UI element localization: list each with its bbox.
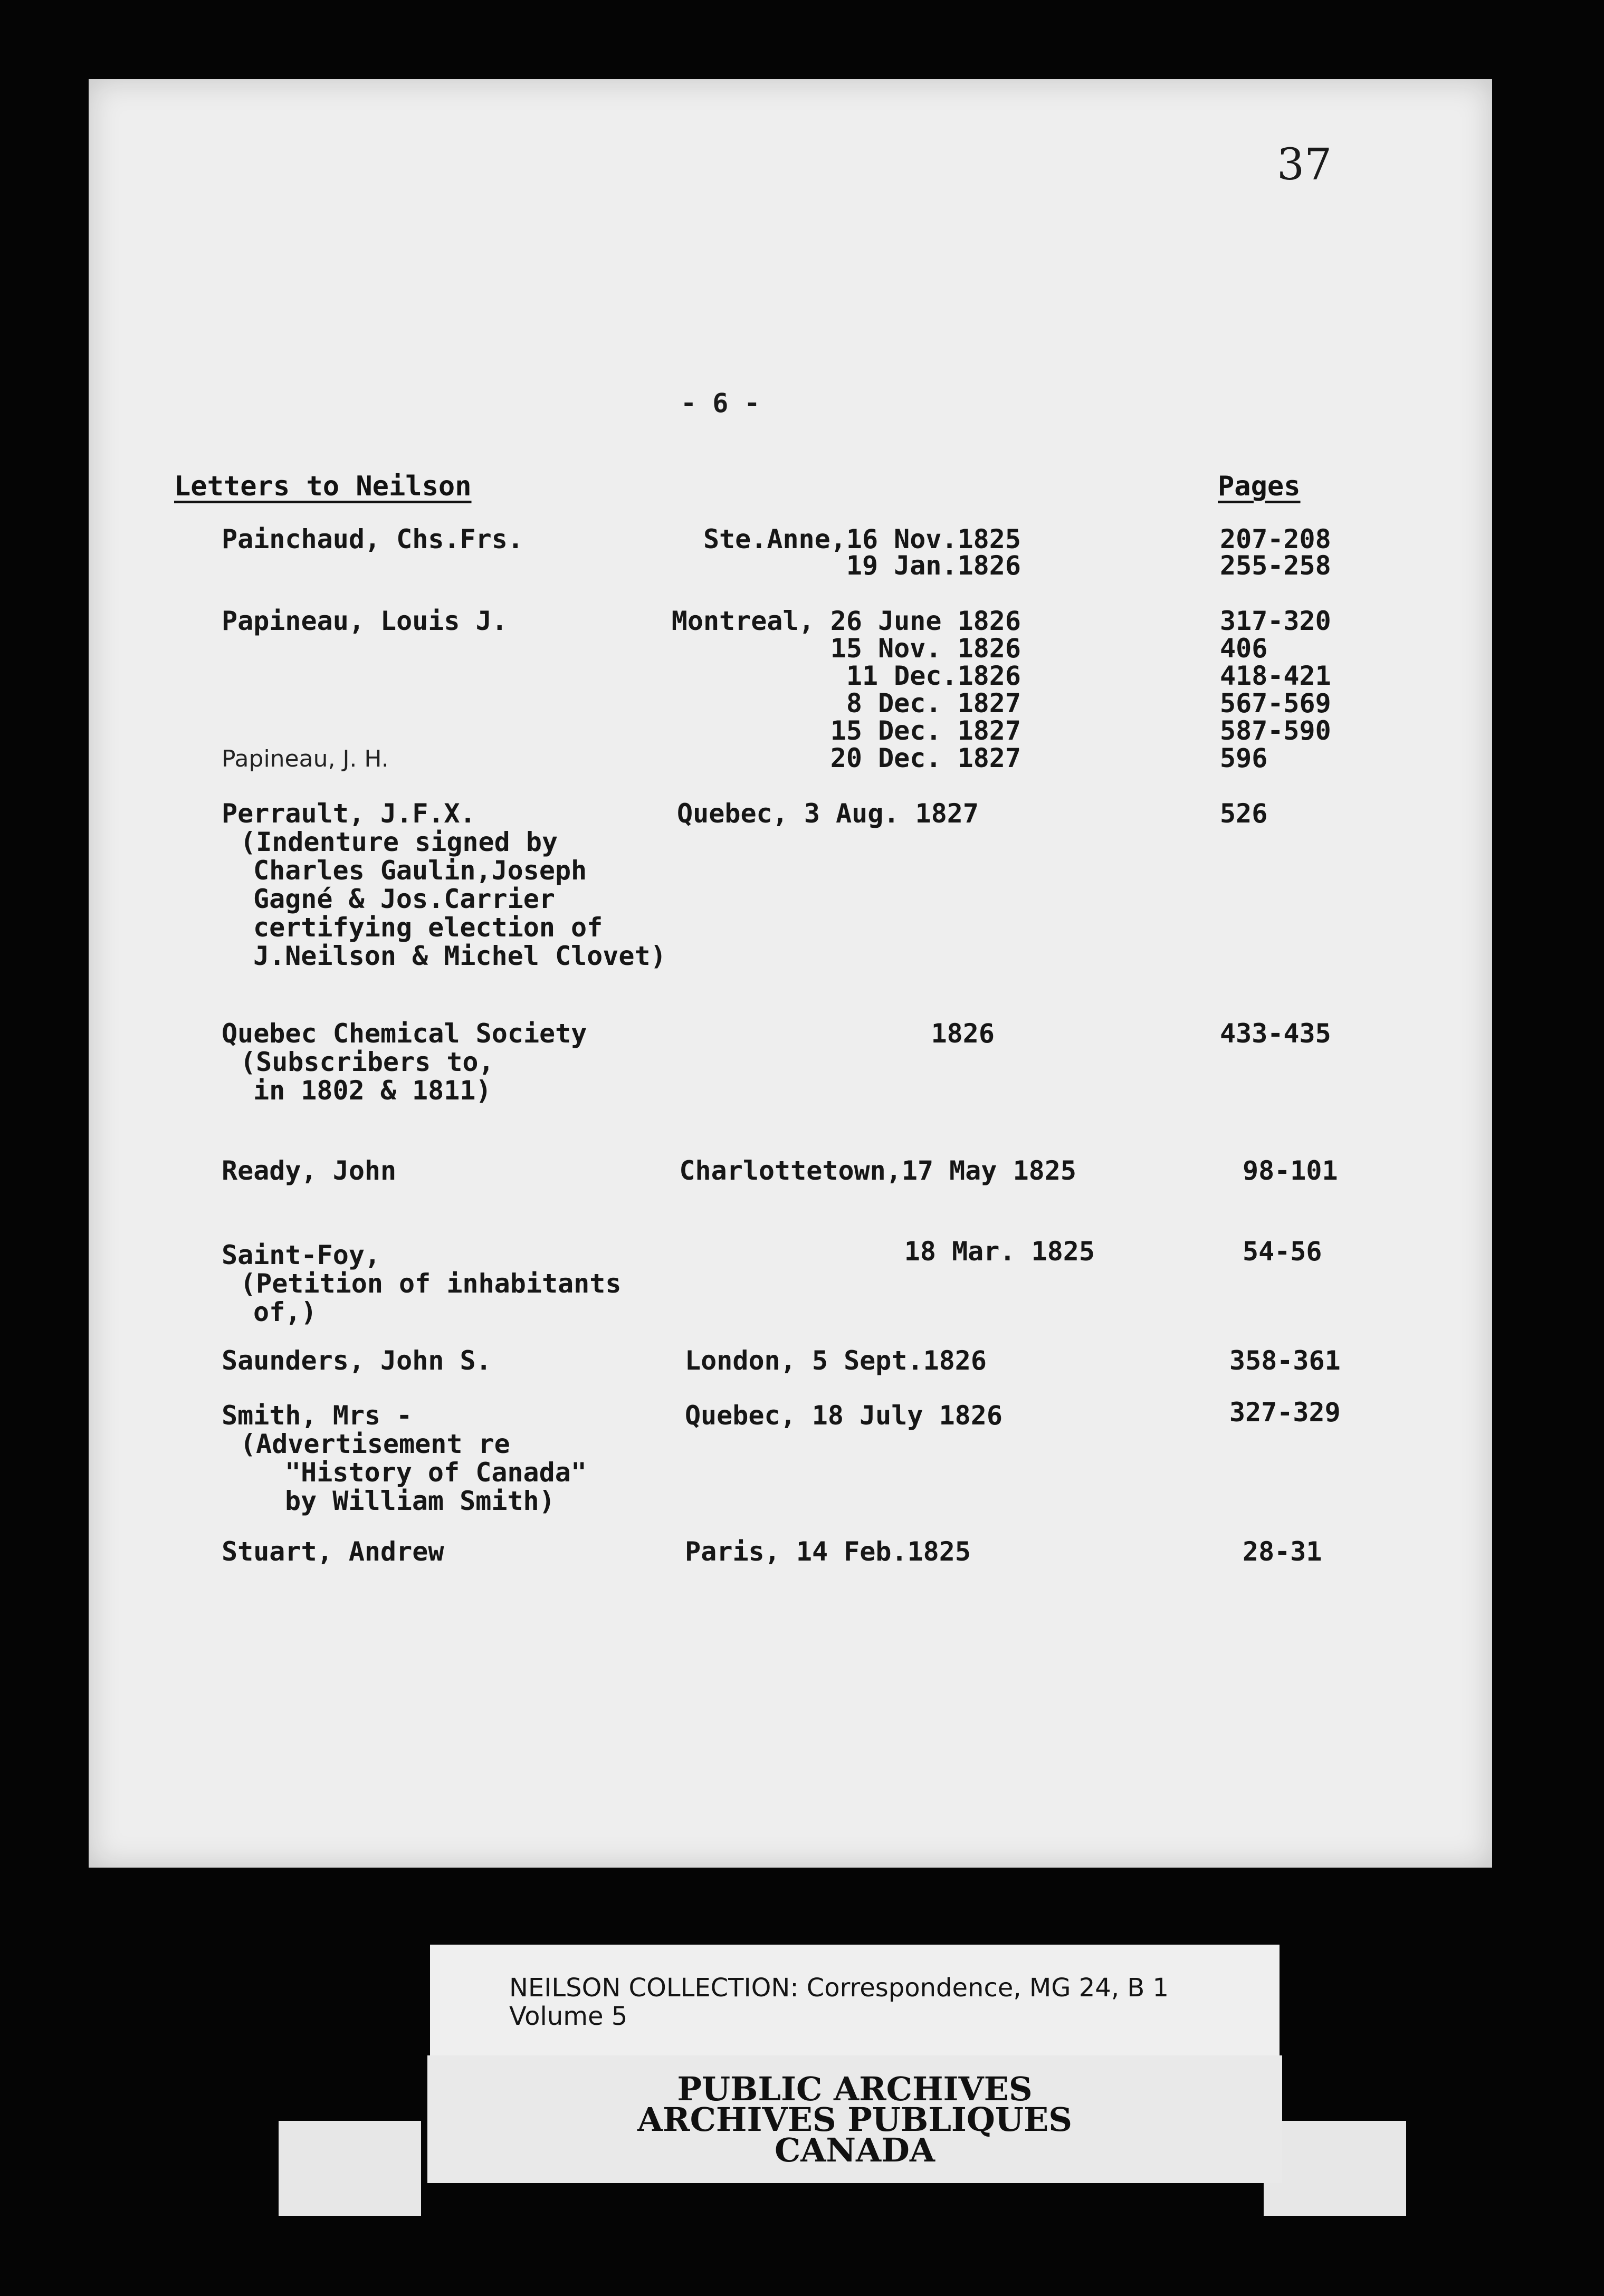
entry-pages: 567-569 bbox=[1220, 688, 1331, 719]
entry-note: (Subscribers to, bbox=[240, 1047, 494, 1077]
entry-note: in 1802 & 1811) bbox=[253, 1075, 492, 1106]
entry-date: Quebec, 3 Aug. 1827 bbox=[677, 798, 979, 829]
entry-note: (Advertisement re bbox=[240, 1429, 510, 1459]
entry-pages: 28-31 bbox=[1243, 1536, 1322, 1567]
entry-name: Stuart, Andrew bbox=[222, 1536, 444, 1567]
entry-pages: 327-329 bbox=[1229, 1397, 1341, 1428]
entry-pages: 406 bbox=[1220, 633, 1268, 664]
entry-pages: 596 bbox=[1220, 743, 1268, 773]
entry-date: 18 Mar. 1825 bbox=[904, 1236, 1095, 1267]
entry-note: (Petition of inhabitants bbox=[240, 1268, 622, 1299]
entry-name: Saint-Foy, bbox=[222, 1240, 381, 1270]
entry-pages: 98-101 bbox=[1243, 1155, 1338, 1186]
entry-name: Perrault, J.F.X. bbox=[222, 798, 476, 829]
entry-name: Quebec Chemical Society bbox=[222, 1018, 587, 1049]
label-tab-left bbox=[279, 2121, 421, 2216]
entry-date: Paris, 14 Feb.1825 bbox=[685, 1536, 971, 1567]
label-collection: NEILSON COLLECTION: Correspondence, MG 24, B 1 bbox=[509, 1973, 1169, 2003]
label-volume: Volume 5 bbox=[509, 2002, 628, 2031]
stamp-line: PUBLIC ARCHIVES bbox=[677, 2070, 1033, 2108]
entry-date: Ste.Anne,16 Nov.1825 bbox=[703, 524, 1021, 554]
heading-letters: Letters to Neilson bbox=[174, 471, 472, 502]
entry-note: J.Neilson & Michel Clovet) bbox=[253, 941, 666, 971]
entry-pages: 207-208 bbox=[1220, 524, 1331, 554]
entry-date: 1826 bbox=[931, 1018, 995, 1049]
entry-note: "History of Canada" bbox=[285, 1457, 587, 1488]
entry-name: Ready, John bbox=[222, 1155, 397, 1186]
entry-name: Smith, Mrs - bbox=[222, 1400, 413, 1431]
entry-name: Papineau, Louis J. bbox=[222, 606, 508, 636]
heading-pages: Pages bbox=[1218, 471, 1301, 502]
entry-name: Saunders, John S. bbox=[222, 1345, 492, 1376]
entry-pages: 255-258 bbox=[1220, 550, 1331, 581]
entry-pages: 54-56 bbox=[1243, 1236, 1322, 1267]
entry-pages: 433-435 bbox=[1220, 1018, 1331, 1049]
entry-date: 8 Dec. 1827 bbox=[846, 688, 1021, 719]
entry-pages: 418-421 bbox=[1220, 661, 1331, 691]
entry-pages: 526 bbox=[1220, 798, 1268, 829]
stamp-line: CANADA bbox=[774, 2131, 935, 2169]
entry-note: Gagné & Jos.Carrier bbox=[253, 884, 555, 914]
entry-date: Charlottetown,17 May 1825 bbox=[679, 1155, 1076, 1186]
entry-pages: 317-320 bbox=[1220, 606, 1331, 636]
entry-date: 11 Dec.1826 bbox=[846, 661, 1021, 691]
entry-note: Charles Gaulin,Joseph bbox=[253, 855, 587, 886]
entry-name: Painchaud, Chs.Frs. bbox=[222, 524, 523, 554]
entry-pages: 358-361 bbox=[1229, 1345, 1341, 1376]
label-tab-right bbox=[1264, 2121, 1406, 2216]
entry-date: 20 Dec. 1827 bbox=[830, 743, 1021, 773]
entry-date: 19 Jan.1826 bbox=[846, 550, 1021, 581]
entry-date: Montreal, 26 June 1826 bbox=[671, 606, 1021, 636]
entry-date: 15 Dec. 1827 bbox=[830, 715, 1021, 746]
entry-date: Quebec, 18 July 1826 bbox=[684, 1400, 1003, 1431]
entry-date: London, 5 Sept.1826 bbox=[685, 1345, 987, 1376]
entry-name: Papineau, J. H. bbox=[222, 745, 389, 772]
stamp-line: ARCHIVES PUBLIQUES bbox=[637, 2100, 1073, 2139]
entry-pages: 587-590 bbox=[1220, 715, 1331, 746]
entry-note: (Indenture signed by bbox=[240, 827, 558, 857]
entry-date: 15 Nov. 1826 bbox=[830, 633, 1021, 664]
entry-note: certifying election of bbox=[253, 912, 603, 943]
entry-note: of,) bbox=[253, 1297, 317, 1327]
page-marker: - 6 - bbox=[681, 388, 760, 418]
entry-note: by William Smith) bbox=[285, 1486, 555, 1516]
page-number: 37 bbox=[1277, 140, 1332, 190]
